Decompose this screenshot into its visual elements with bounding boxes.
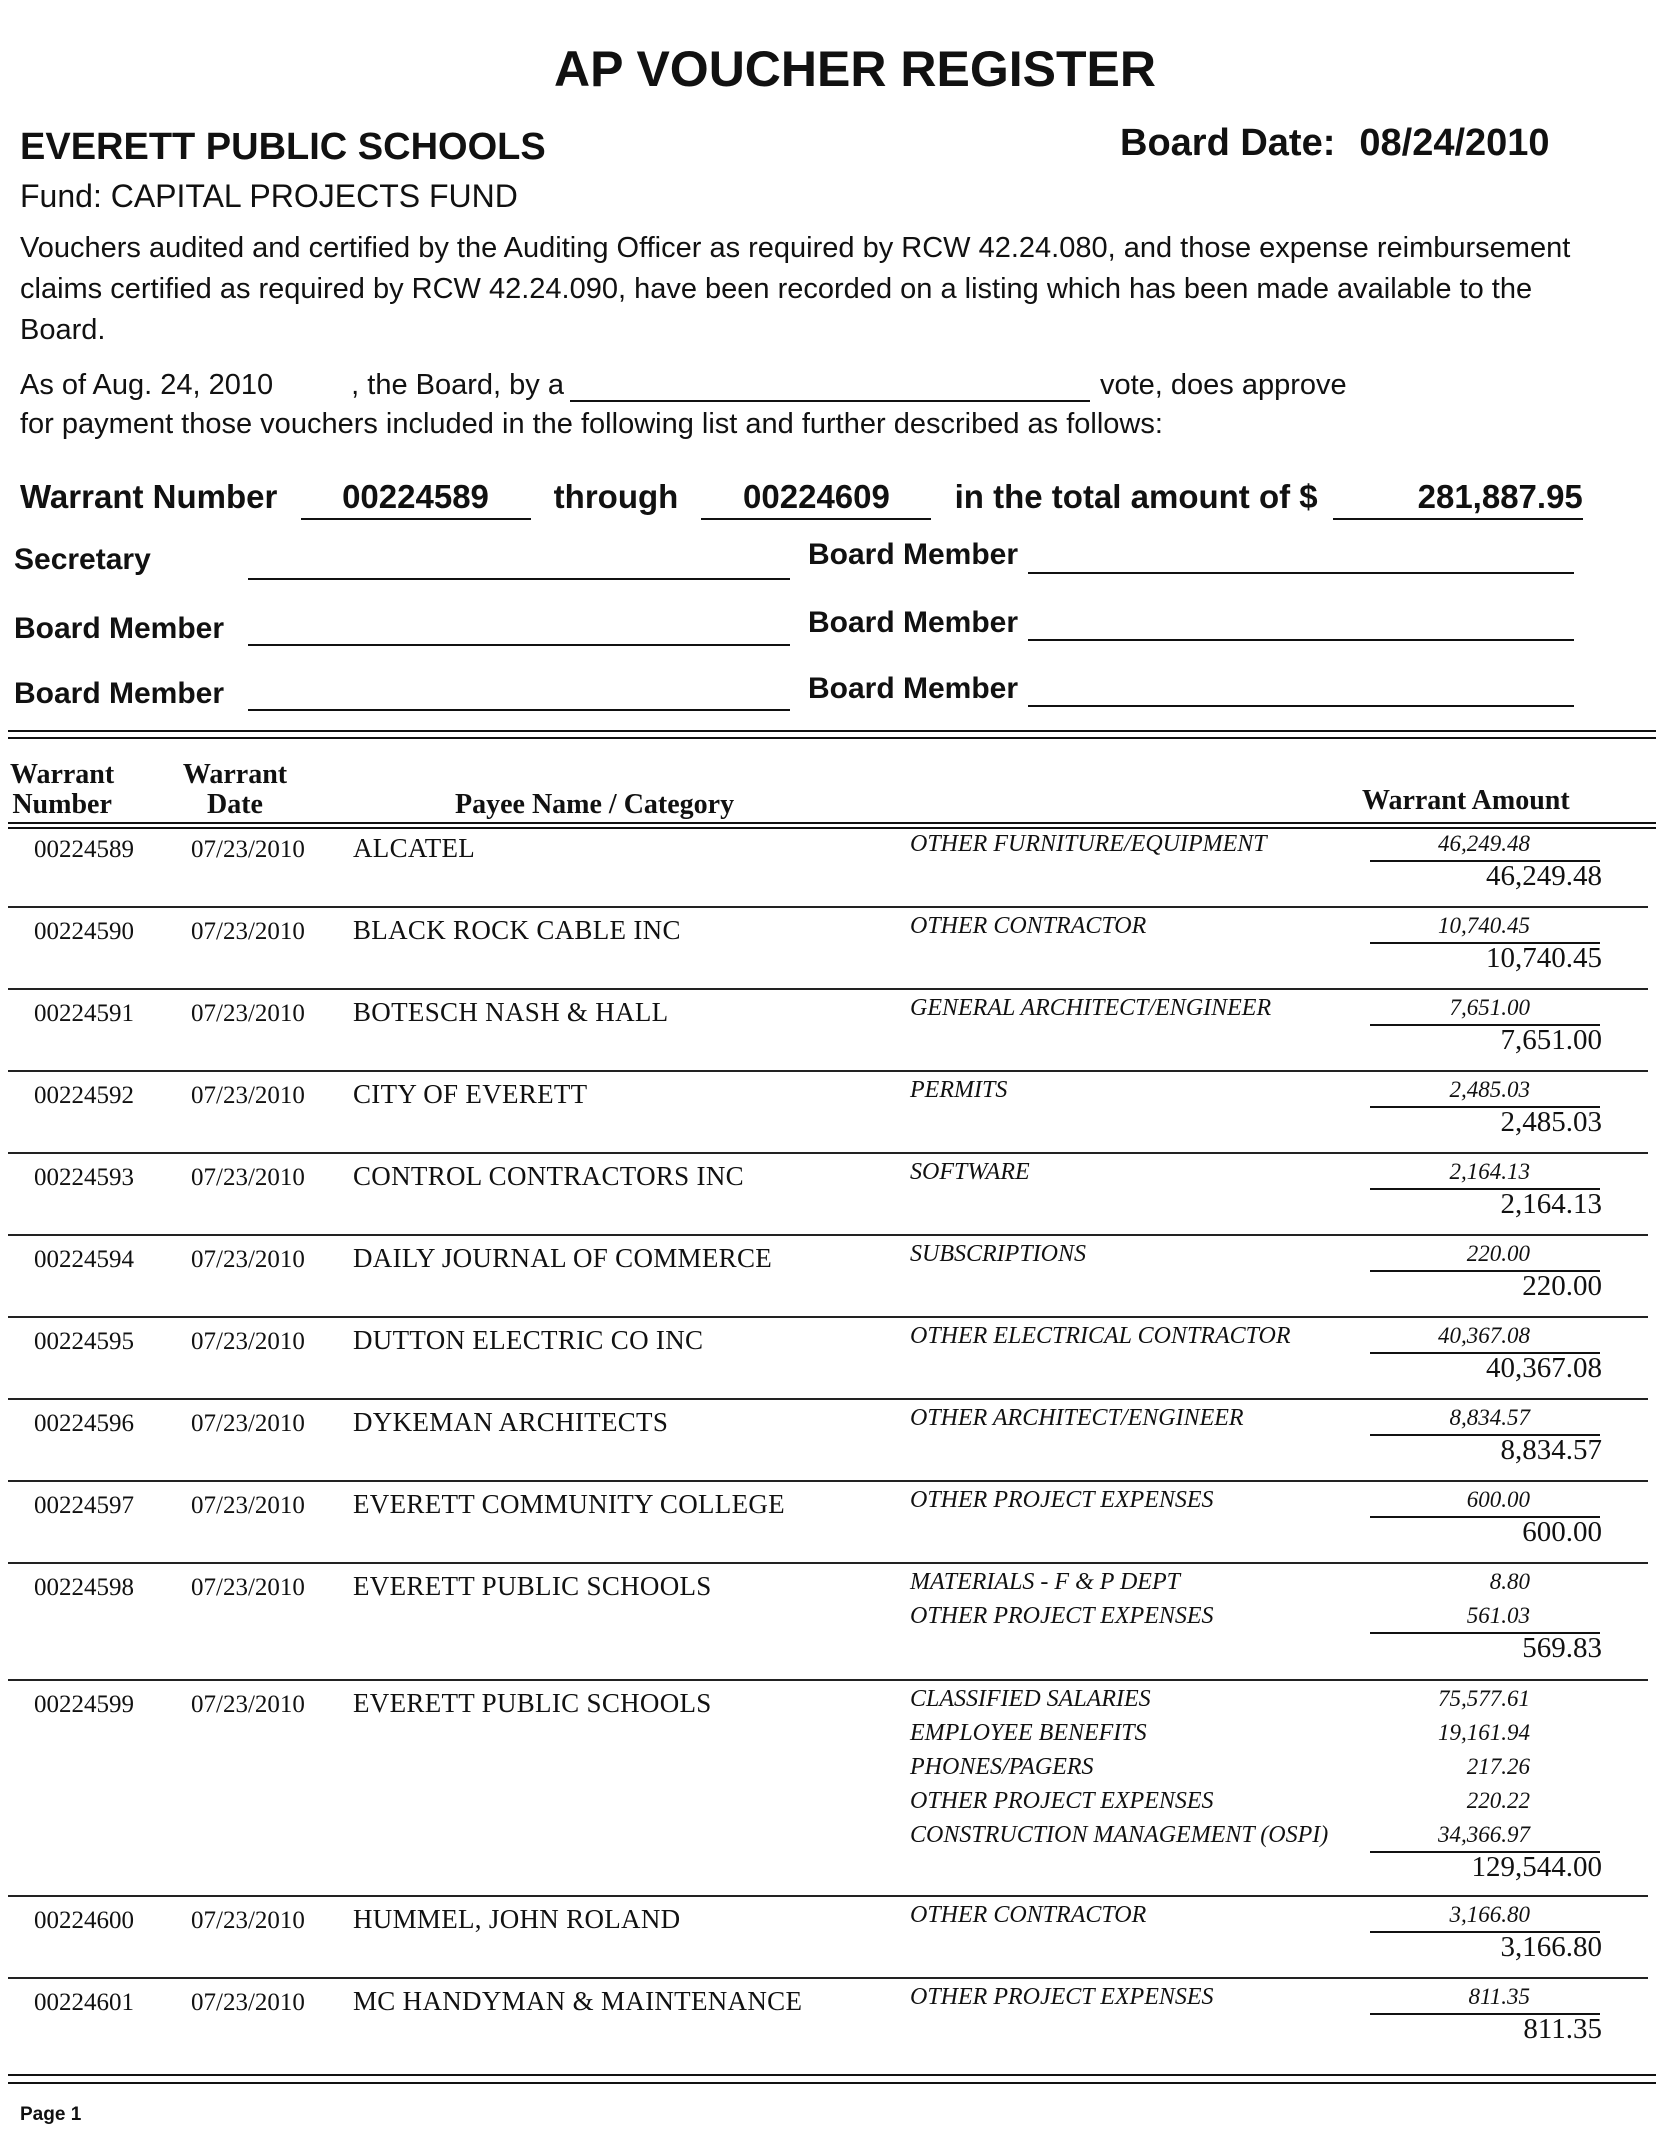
warrant-total: 220.00 [1522, 1270, 1602, 1302]
expense-category: OTHER CONTRACTOR [910, 1902, 1147, 1928]
approval-as-of: As of Aug. 24, 2010 [20, 369, 274, 401]
warrant-date: 07/23/2010 [191, 1082, 305, 1109]
warrant-total: 3,166.80 [1500, 1931, 1602, 1963]
line-amount: 7,651.00 [1449, 995, 1530, 1020]
warrant-date: 07/23/2010 [191, 836, 305, 863]
secretary-label: Secretary [14, 543, 151, 576]
row-separator [8, 1152, 1648, 1154]
expense-category: OTHER PROJECT EXPENSES [910, 1984, 1214, 2010]
board-member-signature-line[interactable] [1028, 570, 1574, 574]
warrant-date: 07/23/2010 [191, 1574, 305, 1601]
board-member-label: Board Member [14, 612, 225, 645]
expense-category: OTHER CONTRACTOR [910, 913, 1147, 939]
divider [8, 730, 1656, 732]
page-title: AP VOUCHER REGISTER [554, 41, 1156, 97]
warrant-number: 00224591 [34, 1000, 134, 1027]
column-header-amount: Warrant Amount [1362, 785, 1570, 816]
row-separator [8, 1679, 1648, 1681]
column-header-warrant-number-line1: Warrant [10, 759, 115, 790]
line-amount: 10,740.45 [1438, 913, 1530, 938]
line-amount: 34,366.97 [1438, 1822, 1530, 1847]
column-header-warrant-date [176, 760, 294, 820]
expense-category: SOFTWARE [910, 1159, 1030, 1185]
warrant-date: 07/23/2010 [191, 1000, 305, 1027]
warrant-date: 07/23/2010 [191, 1989, 305, 2016]
expense-category: CLASSIFIED SALARIES [910, 1686, 1151, 1712]
total-amount: 281,887.95 [1333, 478, 1583, 520]
warrant-date: 07/23/2010 [191, 918, 305, 945]
board-member-signature-line[interactable] [1028, 703, 1574, 707]
warrant-date: 07/23/2010 [191, 1691, 305, 1718]
warrant-number: 00224601 [34, 1989, 134, 2016]
warrant-number: 00224590 [34, 918, 134, 945]
warrant-number-label: Warrant Number [20, 478, 278, 515]
page-number: Page 1 [20, 2104, 82, 2125]
board-member-signature-line[interactable] [248, 707, 790, 711]
warrant-number: 00224594 [34, 1246, 134, 1273]
line-amount: 811.35 [1468, 1984, 1530, 2009]
intro-paragraph: Vouchers audited and certified by the Auditing Officer as required by RCW 42.24.080, and those expense reimbursement claims certified as required by RCW 42.24.090, have been recorded on a listing which has been made available to the Board. [20, 232, 1571, 346]
divider [8, 2074, 1656, 2076]
warrant-date: 07/23/2010 [191, 1164, 305, 1191]
warrant-total: 569.83 [1522, 1632, 1602, 1664]
divider [8, 822, 1656, 824]
line-amount: 561.03 [1466, 1603, 1530, 1628]
through-label: through [553, 478, 679, 515]
expense-category: PHONES/PAGERS [910, 1754, 1094, 1780]
approval-vote: vote, does approve [1099, 369, 1347, 401]
line-amount: 600.00 [1466, 1487, 1530, 1512]
warrant-total: 811.35 [1523, 2013, 1602, 2045]
column-header-warrant-number [10, 760, 114, 820]
row-separator [8, 1070, 1648, 1072]
expense-category: PERMITS [910, 1077, 1008, 1103]
warrant-date: 07/23/2010 [191, 1492, 305, 1519]
warrant-date: 07/23/2010 [191, 1410, 305, 1437]
payee-name: BOTESCH NASH & HALL [353, 997, 669, 1027]
board-date-value: 08/24/2010 [1359, 122, 1550, 164]
board-member-label: Board Member [808, 672, 1019, 705]
warrant-number: 00224597 [34, 1492, 134, 1519]
line-amount: 19,161.94 [1438, 1720, 1530, 1745]
expense-category: OTHER ARCHITECT/ENGINEER [910, 1405, 1244, 1431]
payee-name: DYKEMAN ARCHITECTS [353, 1407, 669, 1437]
expense-category: GENERAL ARCHITECT/ENGINEER [910, 995, 1272, 1021]
line-amount: 8,834.57 [1449, 1405, 1530, 1430]
expense-category: CONSTRUCTION MANAGEMENT (OSPI) [910, 1822, 1329, 1848]
board-member-label: Board Member [808, 538, 1019, 571]
warrant-from: 00224589 [301, 478, 531, 520]
line-amount: 40,367.08 [1438, 1323, 1530, 1348]
line-amount: 2,485.03 [1449, 1077, 1530, 1102]
board-member-label: Board Member [14, 677, 225, 710]
board-member-signature-line[interactable] [248, 642, 790, 646]
row-separator [8, 1562, 1648, 1564]
expense-category: OTHER PROJECT EXPENSES [910, 1603, 1214, 1629]
warrant-total: 2,485.03 [1500, 1106, 1602, 1138]
line-amount: 220.22 [1466, 1788, 1530, 1813]
payee-name: BLACK ROCK CABLE INC [353, 915, 681, 945]
warrant-total: 46,249.48 [1486, 860, 1602, 892]
warrant-total: 10,740.45 [1486, 942, 1602, 974]
row-separator [8, 1398, 1648, 1400]
board-member-label: Board Member [808, 606, 1019, 639]
warrant-total: 2,164.13 [1500, 1188, 1602, 1220]
warrant-number: 00224592 [34, 1082, 134, 1109]
expense-category: OTHER PROJECT EXPENSES [910, 1487, 1214, 1513]
warrant-number: 00224593 [34, 1164, 134, 1191]
row-separator [8, 1234, 1648, 1236]
secretary-signature-line[interactable] [248, 576, 790, 580]
warrant-total: 40,367.08 [1486, 1352, 1602, 1384]
line-amount: 8.80 [1489, 1569, 1530, 1594]
warrant-range-summary [20, 478, 1583, 520]
expense-category: OTHER ELECTRICAL CONTRACTOR [910, 1323, 1291, 1349]
warrant-total: 8,834.57 [1500, 1434, 1602, 1466]
board-date-label: Board Date: [1120, 122, 1336, 164]
line-amount: 75,577.61 [1438, 1686, 1530, 1711]
row-separator [8, 906, 1648, 908]
line-amount: 46,249.48 [1438, 831, 1530, 856]
warrant-number: 00224599 [34, 1691, 134, 1718]
warrant-number: 00224598 [34, 1574, 134, 1601]
line-amount: 3,166.80 [1449, 1902, 1530, 1927]
approval-statement [20, 369, 1347, 402]
warrant-number: 00224589 [34, 836, 134, 863]
payee-name: EVERETT PUBLIC SCHOOLS [353, 1688, 712, 1718]
line-amount: 217.26 [1466, 1754, 1530, 1779]
expense-category: EMPLOYEE BENEFITS [910, 1720, 1147, 1746]
warrant-date: 07/23/2010 [191, 1907, 305, 1934]
divider [8, 2082, 1656, 2084]
warrant-total: 7,651.00 [1500, 1024, 1602, 1056]
board-date [1120, 122, 1550, 165]
row-separator [8, 1480, 1648, 1482]
expense-category: OTHER PROJECT EXPENSES [910, 1788, 1214, 1814]
fund-name: Fund: CAPITAL PROJECTS FUND [20, 178, 518, 214]
approval-statement-line2: for payment those vouchers included in the following list and further described as follows: [20, 408, 1163, 440]
column-header-warrant-date-line2: Date [207, 789, 263, 820]
warrant-total: 600.00 [1522, 1516, 1602, 1548]
vote-blank-line[interactable] [570, 370, 1090, 402]
expense-category: MATERIALS - F & P DEPT [910, 1569, 1180, 1595]
row-separator [8, 1895, 1648, 1897]
approval-board-by: , the Board, by a [351, 369, 564, 401]
payee-name: MC HANDYMAN & MAINTENANCE [353, 1986, 803, 2016]
row-separator [8, 1977, 1648, 1979]
district-name: EVERETT PUBLIC SCHOOLS [20, 126, 546, 168]
payee-name: EVERETT PUBLIC SCHOOLS [353, 1571, 712, 1601]
payee-name: ALCATEL [353, 833, 476, 863]
column-header-warrant-number-line2: Number [12, 789, 112, 820]
payee-name: DUTTON ELECTRIC CO INC [353, 1325, 704, 1355]
board-member-signature-line[interactable] [1028, 637, 1574, 641]
warrant-number: 00224600 [34, 1907, 134, 1934]
expense-category: SUBSCRIPTIONS [910, 1241, 1086, 1267]
column-header-payee: Payee Name / Category [455, 789, 735, 820]
warrant-to: 00224609 [701, 478, 931, 520]
expense-category: OTHER FURNITURE/EQUIPMENT [910, 831, 1267, 857]
line-amount: 220.00 [1466, 1241, 1530, 1266]
divider [8, 827, 1656, 829]
row-separator [8, 1316, 1648, 1318]
warrant-number: 00224596 [34, 1410, 134, 1437]
divider [8, 737, 1656, 739]
warrant-total: 129,544.00 [1471, 1851, 1602, 1883]
payee-name: CITY OF EVERETT [353, 1079, 588, 1109]
payee-name: EVERETT COMMUNITY COLLEGE [353, 1489, 785, 1519]
payee-name: DAILY JOURNAL OF COMMERCE [353, 1243, 773, 1273]
warrant-number: 00224595 [34, 1328, 134, 1355]
column-header-warrant-date-line1: Warrant [182, 759, 288, 790]
warrant-date: 07/23/2010 [191, 1246, 305, 1273]
payee-name: HUMMEL, JOHN ROLAND [353, 1904, 681, 1934]
warrant-date: 07/23/2010 [191, 1328, 305, 1355]
payee-name: CONTROL CONTRACTORS INC [353, 1161, 744, 1191]
total-amount-label: in the total amount of $ [954, 478, 1318, 515]
row-separator [8, 988, 1648, 990]
line-amount: 2,164.13 [1449, 1159, 1530, 1184]
